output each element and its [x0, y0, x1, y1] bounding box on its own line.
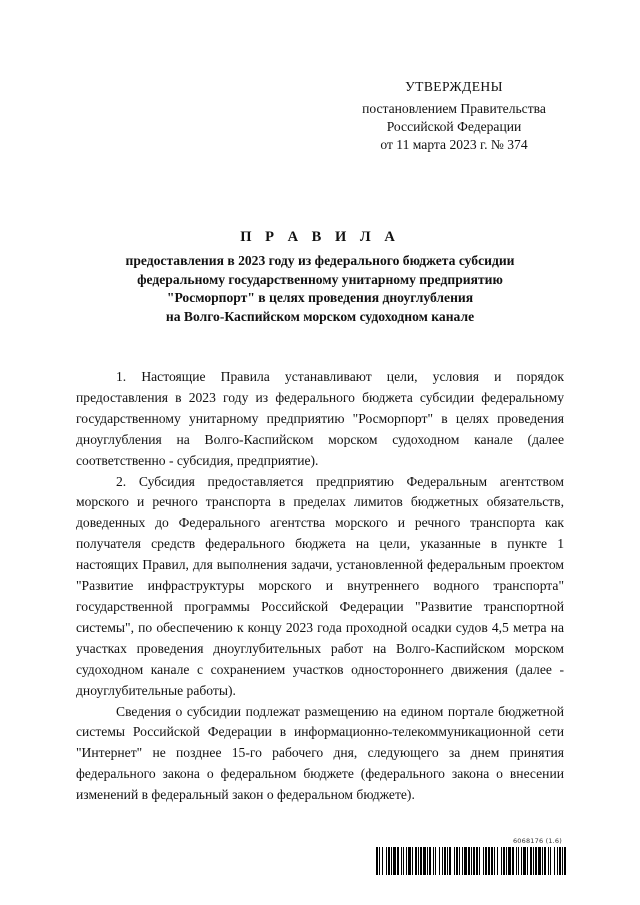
approval-line: Российской Федерации	[386, 119, 522, 134]
subtitle-line: на Волго-Каспийском морском судоходном канале	[165, 308, 475, 324]
barcode-code: 6068176 (1.6)	[512, 837, 562, 845]
approval-block	[320, 78, 588, 154]
paragraph: 2. Субсидия предоставляется предприятию Федеральным агентством морского и речного транспорта в пределах лимитов бюджетных обязательств, доведенных до Федерального агентства морского и речного транспорта как получателя средств федерального бюджета на цели, указанные в пункте 1 настоящих Правил, для выполнения задачи, установленной федеральным проектом "Развитие инфраструктуры морского и внутреннего водного транспорта" государственной программы Российской Федерации "Развитие транспортной системы", по обеспечению к концу 2023 года проходной осадки судов 4,5 метра на участках проведения дноуглубительных работ на Волго-Каспийском морском судоходном канале с сохранением участков одностороннего движения (далее - дноуглубительные работы).	[76, 473, 564, 698]
barcode-block	[376, 837, 568, 877]
paragraph: Сведения о субсидии подлежат размещению на едином портале бюджетной системы Российской Федерации в информационно-телекоммуникационной сети "Интернет" не позднее 15-го рабочего дня, следующего за днем принятия федерального закона о федеральном бюджете (федерального закона о внесении изменений в федеральный закон о федеральном бюджете).	[76, 703, 564, 803]
approval-heading: УТВЕРЖДЕНЫ	[405, 79, 503, 94]
subtitle-line: "Росморпорт" в целях проведения дноуглубления	[166, 290, 474, 305]
barcode-image	[376, 847, 568, 875]
subtitle-line: федеральному государственному унитарному предприятию	[137, 271, 503, 287]
approval-line: постановлением Правительства	[362, 101, 546, 116]
paragraph: 1. Настоящие Правила устанавливают цели, условия и порядок предоставления в 2023 году из федерального бюджета субсидии федеральному государственному унитарному предприятию "Росморпорт" в целях проведения дноуглубления на Волго-Каспийском морском судоходном канале (далее соответственно - субсидия, предприятие).	[76, 369, 564, 468]
document-subtitle	[40, 252, 600, 326]
approval-date-number: от 11 марта 2023 г. № 374	[380, 137, 528, 152]
document-body	[76, 367, 564, 806]
document-title: П Р А В И Л А	[240, 229, 400, 245]
subtitle-line: предоставления в 2023 году из федерального бюджета субсидии	[125, 253, 515, 268]
